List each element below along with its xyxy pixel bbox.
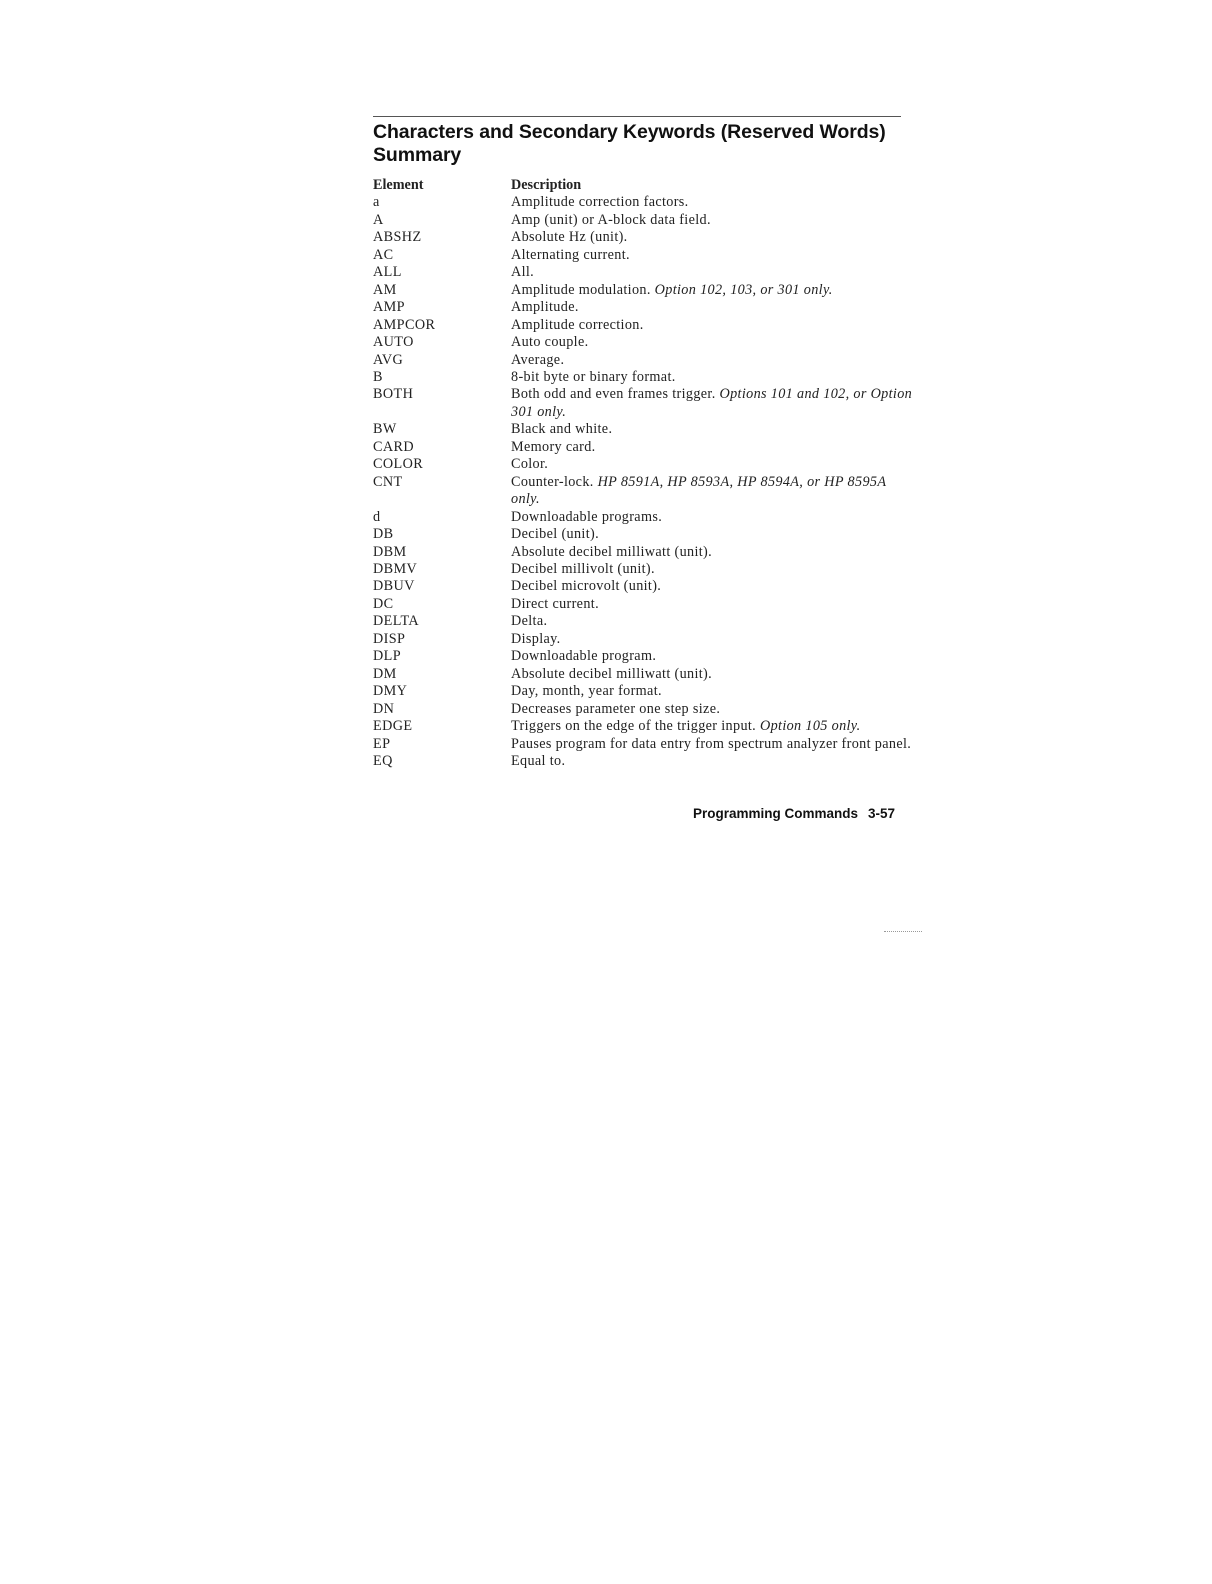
description-text: Both odd and even frames trigger. <box>511 386 716 403</box>
description-cell <box>511 334 913 351</box>
description-cell <box>511 421 913 438</box>
description-cell <box>511 439 913 456</box>
table-row <box>373 194 913 211</box>
description-text: Amplitude correction. <box>511 316 644 333</box>
description-cell <box>511 753 913 770</box>
table-row <box>373 561 913 578</box>
element-cell: DISP <box>373 630 406 647</box>
scan-artifact <box>884 931 922 932</box>
description-text: Decibel millivolt (unit). <box>511 560 655 577</box>
table-row <box>373 631 913 648</box>
footer-page-number: 3-57 <box>868 806 896 821</box>
element-cell: EDGE <box>373 718 413 735</box>
table-row <box>373 701 913 718</box>
element-cell: CARD <box>373 438 415 455</box>
description-cell <box>511 352 913 369</box>
table-row <box>373 299 913 316</box>
element-cell: AMP <box>373 299 405 316</box>
element-cell: DMY <box>373 683 408 700</box>
description-text: Amp (unit) or A-block data field. <box>511 211 711 228</box>
description-text: Auto couple. <box>511 334 589 351</box>
element-cell: DN <box>373 700 395 717</box>
option-note: Options 101 and 102, or Option 301 only. <box>511 386 913 420</box>
table-row <box>373 439 913 456</box>
description-text: Average. <box>511 351 565 368</box>
description-cell <box>511 229 913 246</box>
description-cell <box>511 369 913 386</box>
table-row <box>373 753 913 770</box>
heading-line-1: Characters and Secondary Keywords (Reserved Words) <box>373 121 886 143</box>
table-row <box>373 421 913 438</box>
option-note: HP 8591A, HP 8593A, HP 8594A, or HP 8595A only. <box>511 473 887 508</box>
element-cell: AM <box>373 281 397 298</box>
description-text: Amplitude. <box>511 299 579 316</box>
element-cell: AC <box>373 246 394 263</box>
element-cell: DLP <box>373 648 402 665</box>
element-cell: AMPCOR <box>373 316 436 333</box>
table-row <box>373 736 913 753</box>
description-cell <box>511 666 913 683</box>
table-row <box>373 596 913 613</box>
element-cell: DC <box>373 595 394 612</box>
table-row <box>373 247 913 264</box>
description-text: Direct current. <box>511 595 599 612</box>
description-cell <box>511 736 913 753</box>
description-text: Absolute decibel milliwatt (unit). <box>511 665 713 682</box>
description-text: Alternating current. <box>511 246 630 263</box>
section-heading <box>373 121 913 167</box>
description-text: Equal to. <box>511 752 566 769</box>
description-cell <box>511 648 913 665</box>
description-cell <box>511 613 913 630</box>
element-cell: BOTH <box>373 386 414 403</box>
element-cell: DBM <box>373 543 407 560</box>
description-text: All. <box>511 264 535 281</box>
element-cell: AVG <box>373 351 404 368</box>
table-row <box>373 456 913 473</box>
description-text: Amplitude correction factors. <box>511 194 689 211</box>
element-cell: AUTO <box>373 334 414 351</box>
description-cell <box>511 718 913 735</box>
description-text: Absolute Hz (unit). <box>511 229 628 246</box>
element-cell: DELTA <box>373 613 420 630</box>
description-text: Pauses program for data entry from spectrum analyzer front panel. <box>511 735 912 752</box>
table-row <box>373 666 913 683</box>
description-cell <box>511 317 913 334</box>
table-row <box>373 334 913 351</box>
element-cell: B <box>373 368 383 385</box>
page-footer <box>693 806 895 821</box>
element-cell: DBMV <box>373 560 418 577</box>
description-cell <box>511 194 913 211</box>
element-cell: DBUV <box>373 578 415 595</box>
element-column-header: Element <box>373 177 424 193</box>
description-text: Absolute decibel milliwatt (unit). <box>511 543 713 560</box>
description-cell <box>511 578 913 595</box>
description-cell <box>511 474 913 509</box>
table-row <box>373 526 913 543</box>
option-note: Option 105 only. <box>759 718 861 735</box>
element-cell: CNT <box>373 473 403 490</box>
element-cell: DB <box>373 526 394 543</box>
element-cell: d <box>373 508 381 525</box>
element-cell: a <box>373 194 380 211</box>
description-cell <box>511 282 913 299</box>
table-row <box>373 648 913 665</box>
element-cell: COLOR <box>373 456 424 473</box>
description-text: Amplitude modulation. <box>511 281 651 298</box>
description-cell <box>511 596 913 613</box>
table-row <box>373 264 913 281</box>
element-cell: DM <box>373 665 397 682</box>
table-row <box>373 212 913 229</box>
description-cell <box>511 631 913 648</box>
description-text: Counter-lock. <box>511 473 594 490</box>
option-note: Option 102, 103, or 301 only. <box>654 281 833 298</box>
description-cell <box>511 701 913 718</box>
table-row <box>373 683 913 700</box>
table-row <box>373 369 913 386</box>
table-row <box>373 282 913 299</box>
description-text: Decreases parameter one step size. <box>511 700 721 717</box>
description-cell <box>511 212 913 229</box>
description-cell <box>511 509 913 526</box>
table-row <box>373 509 913 526</box>
description-text: Delta. <box>511 613 548 630</box>
description-text: Downloadable program. <box>511 648 657 665</box>
description-cell <box>511 544 913 561</box>
description-column-header: Description <box>511 177 582 193</box>
element-cell: EP <box>373 735 391 752</box>
heading-line-2: Summary <box>373 144 462 166</box>
description-text: Memory card. <box>511 438 596 455</box>
description-cell <box>511 561 913 578</box>
table-body <box>373 194 913 770</box>
table-row <box>373 474 913 509</box>
table-header-row <box>373 177 913 194</box>
element-cell: A <box>373 211 384 228</box>
table-row <box>373 613 913 630</box>
description-cell <box>511 456 913 473</box>
description-cell <box>511 526 913 543</box>
element-cell: BW <box>373 421 397 438</box>
description-text: 8-bit byte or binary format. <box>511 368 676 385</box>
description-text: Triggers on the edge of the trigger input. <box>511 718 757 735</box>
top-rule <box>373 116 901 117</box>
description-text: Decibel (unit). <box>511 526 599 543</box>
description-cell <box>511 264 913 281</box>
table-row <box>373 352 913 369</box>
table-row <box>373 229 913 246</box>
description-text: Black and white. <box>511 421 613 438</box>
table-row <box>373 386 913 421</box>
table-row <box>373 317 913 334</box>
description-text: Display. <box>511 630 561 647</box>
element-cell: EQ <box>373 752 393 769</box>
footer-section-title: Programming Commands <box>693 806 859 821</box>
description-text: Color. <box>511 456 549 473</box>
description-cell <box>511 247 913 264</box>
keyword-table <box>373 177 913 770</box>
table-row <box>373 544 913 561</box>
description-cell <box>511 386 913 421</box>
description-cell <box>511 299 913 316</box>
description-text: Downloadable programs. <box>511 508 663 525</box>
element-cell: ABSHZ <box>373 229 422 246</box>
description-text: Day, month, year format. <box>511 683 662 700</box>
table-row <box>373 578 913 595</box>
description-text: Decibel microvolt (unit). <box>511 578 662 595</box>
table-row <box>373 718 913 735</box>
description-cell <box>511 683 913 700</box>
element-cell: ALL <box>373 264 402 281</box>
